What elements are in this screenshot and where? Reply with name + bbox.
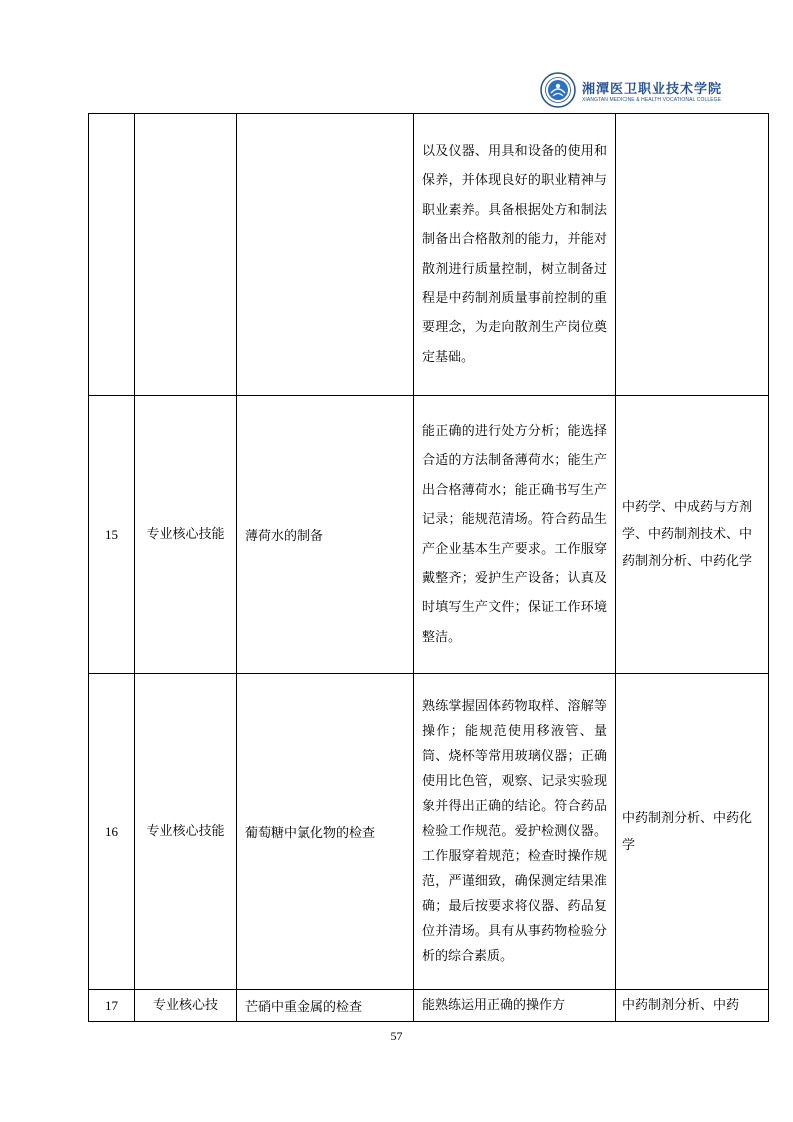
- page-number: 57: [390, 1029, 403, 1043]
- skill-requirement: 熟练掌握固体药物取样、溶解等操作；能规范使用移液管、量筒、烧杯等常用玻璃仪器；正确使用比色管，观察、记录实验现象并得出正确的结论。符合药品检验工作规范。爱护检测仪器。工作服穿着规范；检查时操作规范，严谨细致，确保测定结果准确；最后按要求将仪器、药品复位并清场。具有从事药物检验分析的综合素质。: [414, 674, 616, 990]
- skill-type: [135, 114, 237, 396]
- skill-requirement: 以及仪器、用具和设备的使用和保养，并体现良好的职业精神与职业素养。具备根据处方和制法制备出合格散剂的能力，并能对散剂进行质量控制，树立制备过程是中药制剂质量事前控制的重要理念，为走向散剂生产岗位奠定基础。: [414, 114, 616, 396]
- table-row: [89, 674, 769, 990]
- row-number: [89, 114, 135, 396]
- skill-requirement: 能正确的进行处方分析；能选择合适的方法制备薄荷水；能生产出合格薄荷水；能正确书写生产记录；能规范清场。符合药品生产企业基本生产要求。工作服穿戴整齐；爱护生产设备；认真及时填写生产文件；保证工作环境整洁。: [414, 396, 616, 674]
- related-courses: 中药制剂分析、中药化学: [616, 674, 769, 990]
- row-number: 16: [89, 674, 135, 990]
- skill-name: [237, 114, 414, 396]
- row-number: 17: [89, 990, 135, 1022]
- related-courses: [616, 114, 769, 396]
- skill-name: 葡萄糖中氯化物的检查: [237, 674, 414, 990]
- skill-name: 薄荷水的制备: [237, 396, 414, 674]
- college-logo: [540, 70, 726, 110]
- related-courses: 中药学、中成药与方剂学、中药制剂技术、中药制剂分析、中药化学: [616, 396, 769, 674]
- row-number: 15: [89, 396, 135, 674]
- table-row: [89, 396, 769, 674]
- skill-type: 专业核心技能: [135, 674, 237, 990]
- college-name-cn: 湘潭医卫职业技术学院: [582, 81, 723, 97]
- skills-table: [88, 113, 769, 1022]
- college-seal-icon: [540, 72, 576, 108]
- skill-requirement: 能熟练运用正确的操作方: [414, 990, 616, 1022]
- skill-type: 专业核心技: [135, 990, 237, 1022]
- skill-type: 专业核心技能: [135, 396, 237, 674]
- table-row: [89, 990, 769, 1022]
- college-name-en: XIANGTAN MEDICINE & HEALTH VOCATIONAL COLLEGE: [582, 96, 722, 103]
- related-courses: 中药制剂分析、中药: [616, 990, 769, 1022]
- skill-name: 芒硝中重金属的检查: [237, 990, 414, 1022]
- table-row: [89, 114, 769, 396]
